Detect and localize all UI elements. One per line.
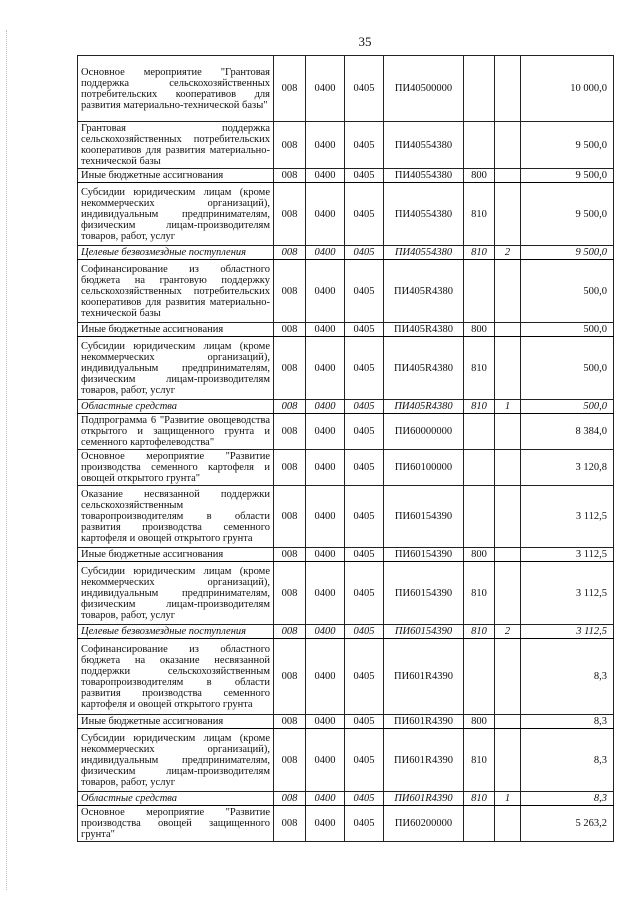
cell-name: Иные бюджетные ассигнования: [78, 323, 274, 337]
cell-ministry-code: 008: [274, 246, 306, 260]
cell-section-code: 0400: [306, 486, 345, 548]
cell-section-code: 0400: [306, 414, 345, 450]
cell-amount: 8,3: [521, 792, 614, 806]
cell-section-code: 0400: [306, 122, 345, 169]
table-row: [78, 122, 614, 169]
cell-section-code: 0400: [306, 183, 345, 246]
cell-subsection-code: 0405: [345, 715, 384, 729]
cell-expense-type: 810: [464, 729, 495, 792]
cell-ministry-code: 008: [274, 486, 306, 548]
cell-subsection-code: 0405: [345, 639, 384, 715]
cell-ministry-code: 008: [274, 169, 306, 183]
cell-target-article: ПИ40554380: [384, 122, 464, 169]
cell-ministry-code: 008: [274, 715, 306, 729]
cell-funding-source: [495, 169, 521, 183]
cell-amount: 9 500,0: [521, 169, 614, 183]
cell-name: Иные бюджетные ассигнования: [78, 548, 274, 562]
cell-funding-source: [495, 729, 521, 792]
cell-ministry-code: 008: [274, 122, 306, 169]
cell-ministry-code: 008: [274, 400, 306, 414]
cell-section-code: 0400: [306, 323, 345, 337]
cell-amount: 500,0: [521, 400, 614, 414]
budget-table-body: [78, 56, 614, 842]
cell-funding-source: [495, 548, 521, 562]
cell-name: Областные средства: [78, 792, 274, 806]
cell-target-article: ПИ60154390: [384, 625, 464, 639]
cell-name: Целевые безвозмездные поступления: [78, 246, 274, 260]
cell-funding-source: [495, 562, 521, 625]
cell-amount: 500,0: [521, 323, 614, 337]
cell-target-article: ПИ60200000: [384, 806, 464, 842]
cell-subsection-code: 0405: [345, 486, 384, 548]
page-number: 35: [358, 34, 372, 49]
cell-amount: 5 263,2: [521, 806, 614, 842]
cell-expense-type: 810: [464, 246, 495, 260]
cell-name: Подпрограмма 6 "Развитие овощеводства открытого и защищенного грунта и семенного картофелеводства": [78, 414, 274, 450]
cell-ministry-code: 008: [274, 323, 306, 337]
table-row: [78, 450, 614, 486]
cell-name: Областные средства: [78, 400, 274, 414]
cell-expense-type: 800: [464, 323, 495, 337]
table-row: [78, 625, 614, 639]
table-row: [78, 806, 614, 842]
cell-section-code: 0400: [306, 715, 345, 729]
cell-target-article: ПИ60100000: [384, 450, 464, 486]
cell-expense-type: 810: [464, 400, 495, 414]
table-row: [78, 639, 614, 715]
cell-name: Субсидии юридическим лицам (кроме некоммерческих организаций), индивидуальным предпринимателям, физическим лицам-производителям товаров, работ, услуг: [78, 337, 274, 400]
cell-amount: 8,3: [521, 729, 614, 792]
cell-target-article: ПИ60154390: [384, 562, 464, 625]
table-row: [78, 486, 614, 548]
cell-target-article: ПИ601R4390: [384, 639, 464, 715]
cell-funding-source: 2: [495, 625, 521, 639]
cell-ministry-code: 008: [274, 260, 306, 323]
cell-expense-type: [464, 56, 495, 122]
table-row: [78, 337, 614, 400]
table-row: [78, 729, 614, 792]
cell-target-article: ПИ60000000: [384, 414, 464, 450]
cell-target-article: ПИ60154390: [384, 486, 464, 548]
cell-target-article: ПИ405R4380: [384, 400, 464, 414]
cell-target-article: ПИ601R4390: [384, 715, 464, 729]
table-row: [78, 562, 614, 625]
cell-subsection-code: 0405: [345, 562, 384, 625]
cell-ministry-code: 008: [274, 183, 306, 246]
cell-amount: 500,0: [521, 337, 614, 400]
cell-target-article: ПИ40500000: [384, 56, 464, 122]
cell-section-code: 0400: [306, 337, 345, 400]
cell-expense-type: 810: [464, 625, 495, 639]
cell-target-article: ПИ40554380: [384, 246, 464, 260]
table-row: [78, 715, 614, 729]
table-row: [78, 792, 614, 806]
cell-section-code: 0400: [306, 639, 345, 715]
cell-name: Софинансирование из областного бюджета на грантовую поддержку сельскохозяйственных потребительских кооперативов для развития материально-технической базы: [78, 260, 274, 323]
cell-section-code: 0400: [306, 806, 345, 842]
cell-funding-source: [495, 639, 521, 715]
cell-funding-source: [495, 260, 521, 323]
cell-ministry-code: 008: [274, 562, 306, 625]
cell-section-code: 0400: [306, 169, 345, 183]
cell-section-code: 0400: [306, 56, 345, 122]
cell-amount: 500,0: [521, 260, 614, 323]
table-row: [78, 400, 614, 414]
cell-funding-source: [495, 414, 521, 450]
cell-ministry-code: 008: [274, 625, 306, 639]
cell-subsection-code: 0405: [345, 450, 384, 486]
table-row: [78, 414, 614, 450]
cell-name: Софинансирование из областного бюджета на оказание несвязанной поддержки сельскохозяйственным товаропроизводителям в области развития производства семенного картофеля и овощей открытого грунта: [78, 639, 274, 715]
cell-subsection-code: 0405: [345, 56, 384, 122]
cell-ministry-code: 008: [274, 56, 306, 122]
cell-ministry-code: 008: [274, 792, 306, 806]
cell-expense-type: [464, 260, 495, 323]
cell-name: Грантовая поддержка сельскохозяйственных потребительских кооперативов для развития материально-технической базы: [78, 122, 274, 169]
cell-target-article: ПИ405R4380: [384, 323, 464, 337]
cell-funding-source: [495, 56, 521, 122]
cell-section-code: 0400: [306, 625, 345, 639]
table-row: [78, 548, 614, 562]
cell-amount: 10 000,0: [521, 56, 614, 122]
cell-amount: 8,3: [521, 639, 614, 715]
cell-ministry-code: 008: [274, 414, 306, 450]
cell-target-article: ПИ405R4380: [384, 337, 464, 400]
cell-name: Основное мероприятие "Развитие производства овощей защищенного грунта": [78, 806, 274, 842]
cell-expense-type: [464, 806, 495, 842]
cell-target-article: ПИ40554380: [384, 183, 464, 246]
cell-target-article: ПИ601R4390: [384, 729, 464, 792]
cell-amount: 9 500,0: [521, 122, 614, 169]
cell-name: Оказание несвязанной поддержки сельскохозяйственным товаропроизводителям в области развития производства семенного картофеля и овощей открытого грунта: [78, 486, 274, 548]
cell-expense-type: 810: [464, 562, 495, 625]
cell-subsection-code: 0405: [345, 729, 384, 792]
page-edge-marks: [6, 30, 8, 890]
cell-name: Субсидии юридическим лицам (кроме некоммерческих организаций), индивидуальным предпринимателям, физическим лицам-производителям товаров, работ, услуг: [78, 729, 274, 792]
cell-section-code: 0400: [306, 450, 345, 486]
cell-subsection-code: 0405: [345, 169, 384, 183]
cell-ministry-code: 008: [274, 548, 306, 562]
cell-section-code: 0400: [306, 729, 345, 792]
cell-ministry-code: 008: [274, 639, 306, 715]
cell-ministry-code: 008: [274, 729, 306, 792]
cell-expense-type: [464, 450, 495, 486]
cell-expense-type: 800: [464, 715, 495, 729]
cell-ministry-code: 008: [274, 450, 306, 486]
cell-expense-type: [464, 639, 495, 715]
cell-ministry-code: 008: [274, 337, 306, 400]
cell-expense-type: 800: [464, 548, 495, 562]
table-row: [78, 169, 614, 183]
cell-subsection-code: 0405: [345, 806, 384, 842]
cell-subsection-code: 0405: [345, 548, 384, 562]
table-row: [78, 183, 614, 246]
cell-subsection-code: 0405: [345, 260, 384, 323]
cell-section-code: 0400: [306, 260, 345, 323]
cell-subsection-code: 0405: [345, 323, 384, 337]
cell-name: Основное мероприятие "Грантовая поддержка сельскохозяйственных потребительских кооперативов для развития материально-технической базы": [78, 56, 274, 122]
cell-target-article: ПИ405R4380: [384, 260, 464, 323]
cell-section-code: 0400: [306, 400, 345, 414]
cell-funding-source: 1: [495, 792, 521, 806]
cell-subsection-code: 0405: [345, 414, 384, 450]
cell-expense-type: [464, 414, 495, 450]
cell-section-code: 0400: [306, 792, 345, 806]
cell-target-article: ПИ601R4390: [384, 792, 464, 806]
cell-funding-source: [495, 183, 521, 246]
cell-amount: 3 112,5: [521, 625, 614, 639]
cell-amount: 3 112,5: [521, 548, 614, 562]
cell-amount: 3 120,8: [521, 450, 614, 486]
cell-expense-type: [464, 486, 495, 548]
cell-funding-source: 1: [495, 400, 521, 414]
cell-amount: 8,3: [521, 715, 614, 729]
cell-subsection-code: 0405: [345, 792, 384, 806]
cell-name: Субсидии юридическим лицам (кроме некоммерческих организаций), индивидуальным предпринимателям, физическим лицам-производителям товаров, работ, услуг: [78, 562, 274, 625]
cell-expense-type: 810: [464, 337, 495, 400]
cell-section-code: 0400: [306, 548, 345, 562]
cell-subsection-code: 0405: [345, 625, 384, 639]
budget-table: [77, 55, 614, 842]
cell-expense-type: 810: [464, 792, 495, 806]
table-row: [78, 56, 614, 122]
cell-section-code: 0400: [306, 246, 345, 260]
cell-section-code: 0400: [306, 562, 345, 625]
cell-funding-source: [495, 715, 521, 729]
cell-name: Основное мероприятие "Развитие производства семенного картофеля и овощей открытого грунта": [78, 450, 274, 486]
cell-amount: 3 112,5: [521, 562, 614, 625]
cell-expense-type: 800: [464, 169, 495, 183]
cell-name: Целевые безвозмездные поступления: [78, 625, 274, 639]
cell-name: Иные бюджетные ассигнования: [78, 169, 274, 183]
table-row: [78, 323, 614, 337]
cell-name: Субсидии юридическим лицам (кроме некоммерческих организаций), индивидуальным предпринимателям, физическим лицам-производителям товаров, работ, услуг: [78, 183, 274, 246]
cell-subsection-code: 0405: [345, 183, 384, 246]
table-row: [78, 246, 614, 260]
cell-funding-source: [495, 450, 521, 486]
cell-subsection-code: 0405: [345, 400, 384, 414]
cell-expense-type: [464, 122, 495, 169]
cell-funding-source: [495, 486, 521, 548]
cell-funding-source: [495, 122, 521, 169]
cell-ministry-code: 008: [274, 806, 306, 842]
cell-amount: 3 112,5: [521, 486, 614, 548]
cell-funding-source: [495, 323, 521, 337]
cell-funding-source: 2: [495, 246, 521, 260]
cell-target-article: ПИ40554380: [384, 169, 464, 183]
table-row: [78, 260, 614, 323]
cell-expense-type: 810: [464, 183, 495, 246]
cell-subsection-code: 0405: [345, 337, 384, 400]
cell-funding-source: [495, 806, 521, 842]
cell-subsection-code: 0405: [345, 122, 384, 169]
cell-amount: 9 500,0: [521, 183, 614, 246]
cell-amount: 8 384,0: [521, 414, 614, 450]
cell-amount: 9 500,0: [521, 246, 614, 260]
cell-funding-source: [495, 337, 521, 400]
cell-name: Иные бюджетные ассигнования: [78, 715, 274, 729]
cell-subsection-code: 0405: [345, 246, 384, 260]
cell-target-article: ПИ60154390: [384, 548, 464, 562]
